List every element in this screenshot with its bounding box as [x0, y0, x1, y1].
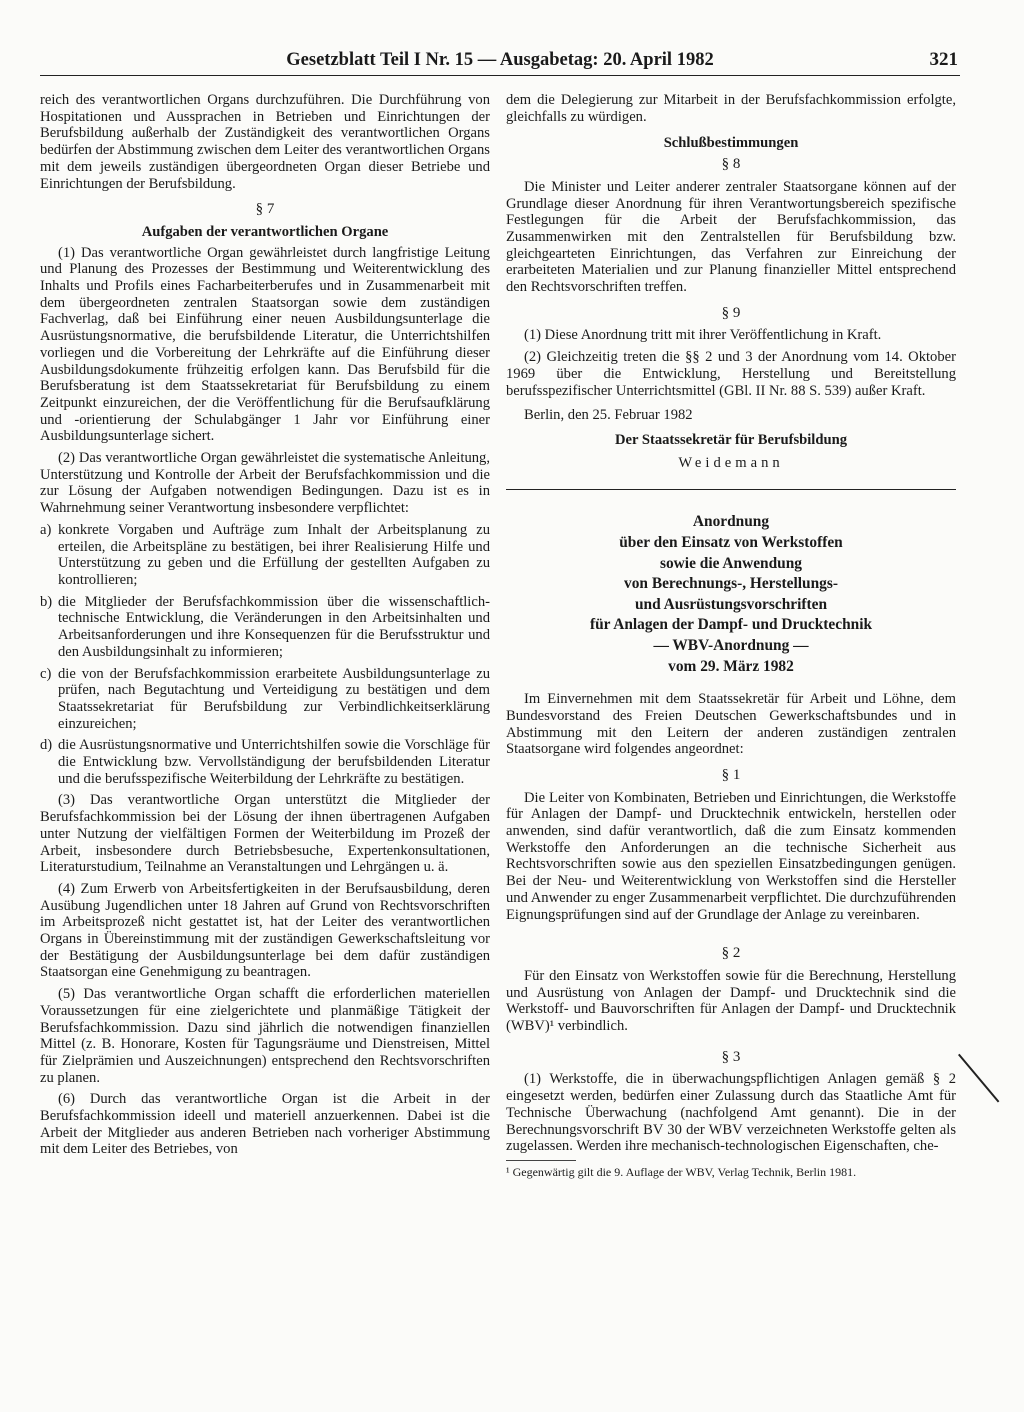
decree-title-line: und Ausrüstungsvorschriften — [635, 595, 827, 613]
section-8-number: § 8 — [721, 156, 741, 173]
section-7-paragraph-5: (5) Das verantwortliche Organ schafft die erforderlichen materiellen Voraussetzungen für eine zielgerichtete und planmäßige Tätigkeit der Berufsfachkommission. Dazu sind jährlich die notwendigen finanziellen Mittel (z. B. Honorare, Kosten für Tagungsräume und Dienstreisen, Mittel für Zielprämien und Auszeichnungen) entsprechend den Rechtsvorschriften zu planen. — [40, 986, 490, 1086]
decree-title-line: für Anlagen der Dampf- und Drucktechnik — [589, 616, 873, 634]
final-provisions-title: Schlußbestimmungen — [663, 135, 799, 152]
decree-intro: Im Einvernehmen mit dem Staatssekretär für Arbeit und Löhne, dem Bundesvorstand des Freien Deutschen Gewerkschaftsbundes und in Abstimmung mit den Leitern der anderen zuständigen zentralen Staatsorgane wird folgendes angeordnet: — [506, 691, 956, 758]
decree-title-line: sowie die Anwendung — [660, 554, 802, 572]
decree-section-3-text: (1) Werkstoffe, die in überwachungspflichtigen Anlagen gemäß § 2 eingesetzt werden, bedürfen einer Zulassung durch das Staatliche Amt für Technische Überwachung (nachfolgend Amt genannt). Die in der Berechnungsvorschrift BV 30 der WBV verzeichneten Werkstoffe gelten als zugelassen. Werden ihre mechanisch-technologischen Eigenschaften, che- — [506, 1071, 956, 1155]
list-text: die Mitglieder der Berufsfachkommission über die wissenschaftlich-technische Entwicklung, die Veränderungen in den Arbeitsinhalten und Arbeitsanforderungen und ihre Konsequenzen für die Berufsstruktur und den Ausbildungsinhalt zu informieren; — [58, 593, 490, 660]
list-label: b) — [40, 593, 53, 610]
section-7-title: Aufgaben der verantwortlichen Organe — [141, 223, 389, 240]
section-7-paragraph-1: (1) Das verantwortliche Organ gewährleistet durch langfristige Leitung und Planung des Prozesses der Bestimmung und Weiterentwicklung des Inhalts und Profils eines Facharbeiterberufes und in Zusammenarbeit mit dem übergeordneten zentralen Staatsorgan sowie dem zuständigen Fachverlag, daß bei Einführung einer neuen Ausbildungsunterlage die Ausrüstungsnormative, die berufsbildende Literatur, die Unterrichtshilfen vorliegen und die Vorbereitung der Lehrkräfte auf die Einführung dieser Ausbildungsdokumente frühzeitig erfolgen kann. Das Berufsbild für die Berufsberatung ist dem Staatssekretariat für Berufsbildung zu einem Zeitpunkt einzureichen, der die Veröffentlichung für die Berufsaufklärung und -orientierung der Schulabgänger 1 Jahr vor Einführung einer Ausbildungsunterlage sichert. — [40, 244, 490, 445]
place-and-date: Berlin, den 25. Februar 1982 — [524, 407, 693, 424]
list-text: die Ausrüstungsnormative und Unterrichtshilfen sowie die Vorschläge für die Entwicklung bzw. Vervollständigung der berufsbildenden Literatur und die berufsspezifische Weiterbildung der Lehrkräfte zu bestätigen. — [58, 737, 490, 787]
signer-name: Weidemann — [678, 454, 784, 471]
section-7-paragraph-4: (4) Zum Erwerb von Arbeitsfertigkeiten in der Berufsausbildung, deren Ausübung Jugendlichen unter 18 Jahren auf Grund von Rechtsvorschriften im Arbeitsprozeß nicht gestattet ist, hat der Leiter des verantwortlichen Organs in Übereinstimmung mit der zuständigen Gewerkschaftsleitung vor der Bestätigung der Ausbildungsunterlage bei dem dafür zuständigen Staatsorgan eine Genehmigung zu beantragen. — [40, 880, 490, 981]
list-text: konkrete Vorgaben und Aufträge zum Inhalt der Arbeitsplanung zu erteilen, die Arbeitspläne zu bestätigen, bei ihrer Realisierung Hilfe und Unterstützung zu geben und die Erfüllung der gestellten Aufgaben zu kontrollieren; — [58, 521, 490, 588]
page-header — [40, 47, 960, 76]
list-text: die von der Berufsfachkommission erarbeitete Ausbildungsunterlage zu prüfen, nach Begutachtung und Verteidigung zu bestätigen und dem Staatssekretariat für Berufsbildung zur Verbindlichkeitserklärung einzureichen; — [58, 665, 490, 732]
gazette-title: Gesetzblatt Teil I Nr. 15 — Ausgabetag: 20. April 1982 — [286, 50, 714, 70]
section-9-paragraph-2: (2) Gleichzeitig treten die §§ 2 und 3 der Anordnung vom 14. Oktober 1969 über die Entwicklung, Herstellung und Bereitstellung berufsspezifischer Unterrichtsmittel (GBl. II Nr. 88 S. 539) außer Kraft. — [506, 349, 956, 399]
page-number: 321 — [929, 49, 958, 70]
list-label: d) — [40, 737, 53, 754]
list-item-c — [40, 666, 490, 733]
section-7-paragraph-6: (6) Durch das verantwortliche Organ ist die Arbeit in der Berufsfachkommission ideell und materiell anzuerkennen. Dabei ist die Arbeit der Mitglieder aus anderen Betrieben nach vorheriger Abstimmung mit dem Leiter des Betriebes, von — [40, 1091, 490, 1158]
list-item-b — [40, 594, 490, 661]
decree-title-line: vom 29. März 1982 — [668, 657, 794, 675]
left-column — [40, 92, 490, 1163]
paragraph-continuation: reich des verantwortlichen Organs durchzuführen. Die Durchführung von Hospitationen und Aussprachen in Betrieben und Einrichtungen der Berufsbildung außerhalb der Zuständigkeit des verantwortlichen Organs bedürfen der Abstimmung zwischen dem Leiter des verantwortlichen Organs mit dem jeweils zuständigen übergeordneten Organ dieser Betriebe und Einrichtungen der Berufsbildung. — [40, 92, 490, 192]
section-7-paragraph-3: (3) Das verantwortliche Organ unterstützt die Mitglieder der Berufsfachkommission bei der Lösung der ihnen übertragenen Aufgaben unter Nutzung der vielfältigen Formen der Weiterbildung im Prozeß der Arbeit, insbesondere durch Betriebsbesuche, Expertenkonsultationen, Literaturstudium, Teilnahme an Veranstaltungen und Lehrgängen u. ä. — [40, 792, 490, 876]
decree-title — [506, 512, 956, 677]
list-label: c) — [40, 665, 52, 682]
decree-title-line: Anordnung — [692, 513, 770, 531]
margin-pen-mark — [958, 1054, 999, 1103]
decree-section-1-text: Die Leiter von Kombinaten, Betrieben und Einrichtungen, die Werkstoffe für Anlagen der Dampf- und Drucktechnik entwickeln, herstellen oder anwenden, sind dafür verantwortlich, daß die zum Einsatz kommenden Werkstoffe den Anforderungen an die technische Sicherheit aus Rechtsvorschriften sowie aus den speziellen Einsatzbedingungen genügen. Bei der Neu- und Weiterentwicklung von Werkstoffen sind die Hersteller und Anwender zu enger Zusammenarbeit verpflichtet. Die durchzuführenden Eignungsprüfungen sind auf der Grundlage der Anlage zu vereinbaren. — [506, 789, 956, 923]
decree-section-2-number: § 2 — [721, 945, 741, 962]
right-column — [506, 92, 956, 1179]
list-item-a — [40, 522, 490, 589]
list-label: a) — [40, 521, 52, 538]
paragraph-continuation: dem die Delegierung zur Mitarbeit in der Berufsfachkommission erfolgte, gleichfalls zu würdigen. — [506, 92, 956, 125]
decree-section-2-text: Für den Einsatz von Werkstoffen sowie für die Berechnung, Herstellung und Ausrüstung von Anlagen der Dampf- und Drucktechnik sind die Werkstoff- und Bauvorschriften für Anlagen der Dampf- und Drucktechnik (WBV)¹ verbindlich. — [506, 967, 956, 1035]
section-9-paragraph-1: (1) Diese Anordnung tritt mit ihrer Veröffentlichung in Kraft. — [524, 327, 882, 344]
decree-section-1-number: § 1 — [721, 766, 741, 783]
section-8-paragraph: Die Minister und Leiter anderer zentraler Staatsorgane können auf der Grundlage dieser Anordnung für ihren Verantwortungsbereich spezifische Festlegungen für die Arbeit der Berufsfachkommission, das Zusammenwirken mit den Zentralstellen für Berufsbildung bzw. gleichgearteten Einrichtungen, das Verfahren zur Einreichung der erarbeiteten Materialien und zur Planung finanzieller Mittel entsprechend den Rechtsvorschriften treffen. — [506, 178, 956, 296]
section-9-number: § 9 — [721, 304, 741, 321]
signer-title: Der Staatssekretär für Berufsbildung — [614, 431, 848, 448]
decree-title-line: — WBV-Anordnung — — [653, 636, 809, 654]
decree-title-line: von Berechnungs-, Herstellungs- — [624, 575, 838, 593]
section-7-number: § 7 — [255, 201, 275, 218]
decree-section-3-number: § 3 — [721, 1048, 741, 1065]
section-7-paragraph-2: (2) Das verantwortliche Organ gewährleistet die systematische Anleitung, Unterstützung und Kontrolle der Arbeit der Berufsfachkommission und die zur Lösung der Aufgaben notwendigen Bedingungen. Dazu ist es in Wahrnehmung seiner Verantwortung insbesondere verpflichtet: — [40, 450, 490, 517]
list-item-d — [40, 737, 490, 787]
decree-title-line: über den Einsatz von Werkstoffen — [619, 533, 843, 551]
footnote: ¹ Gegenwärtig gilt die 9. Auflage der WBV, Verlag Technik, Berlin 1981. — [506, 1164, 857, 1179]
section-divider — [506, 489, 956, 490]
